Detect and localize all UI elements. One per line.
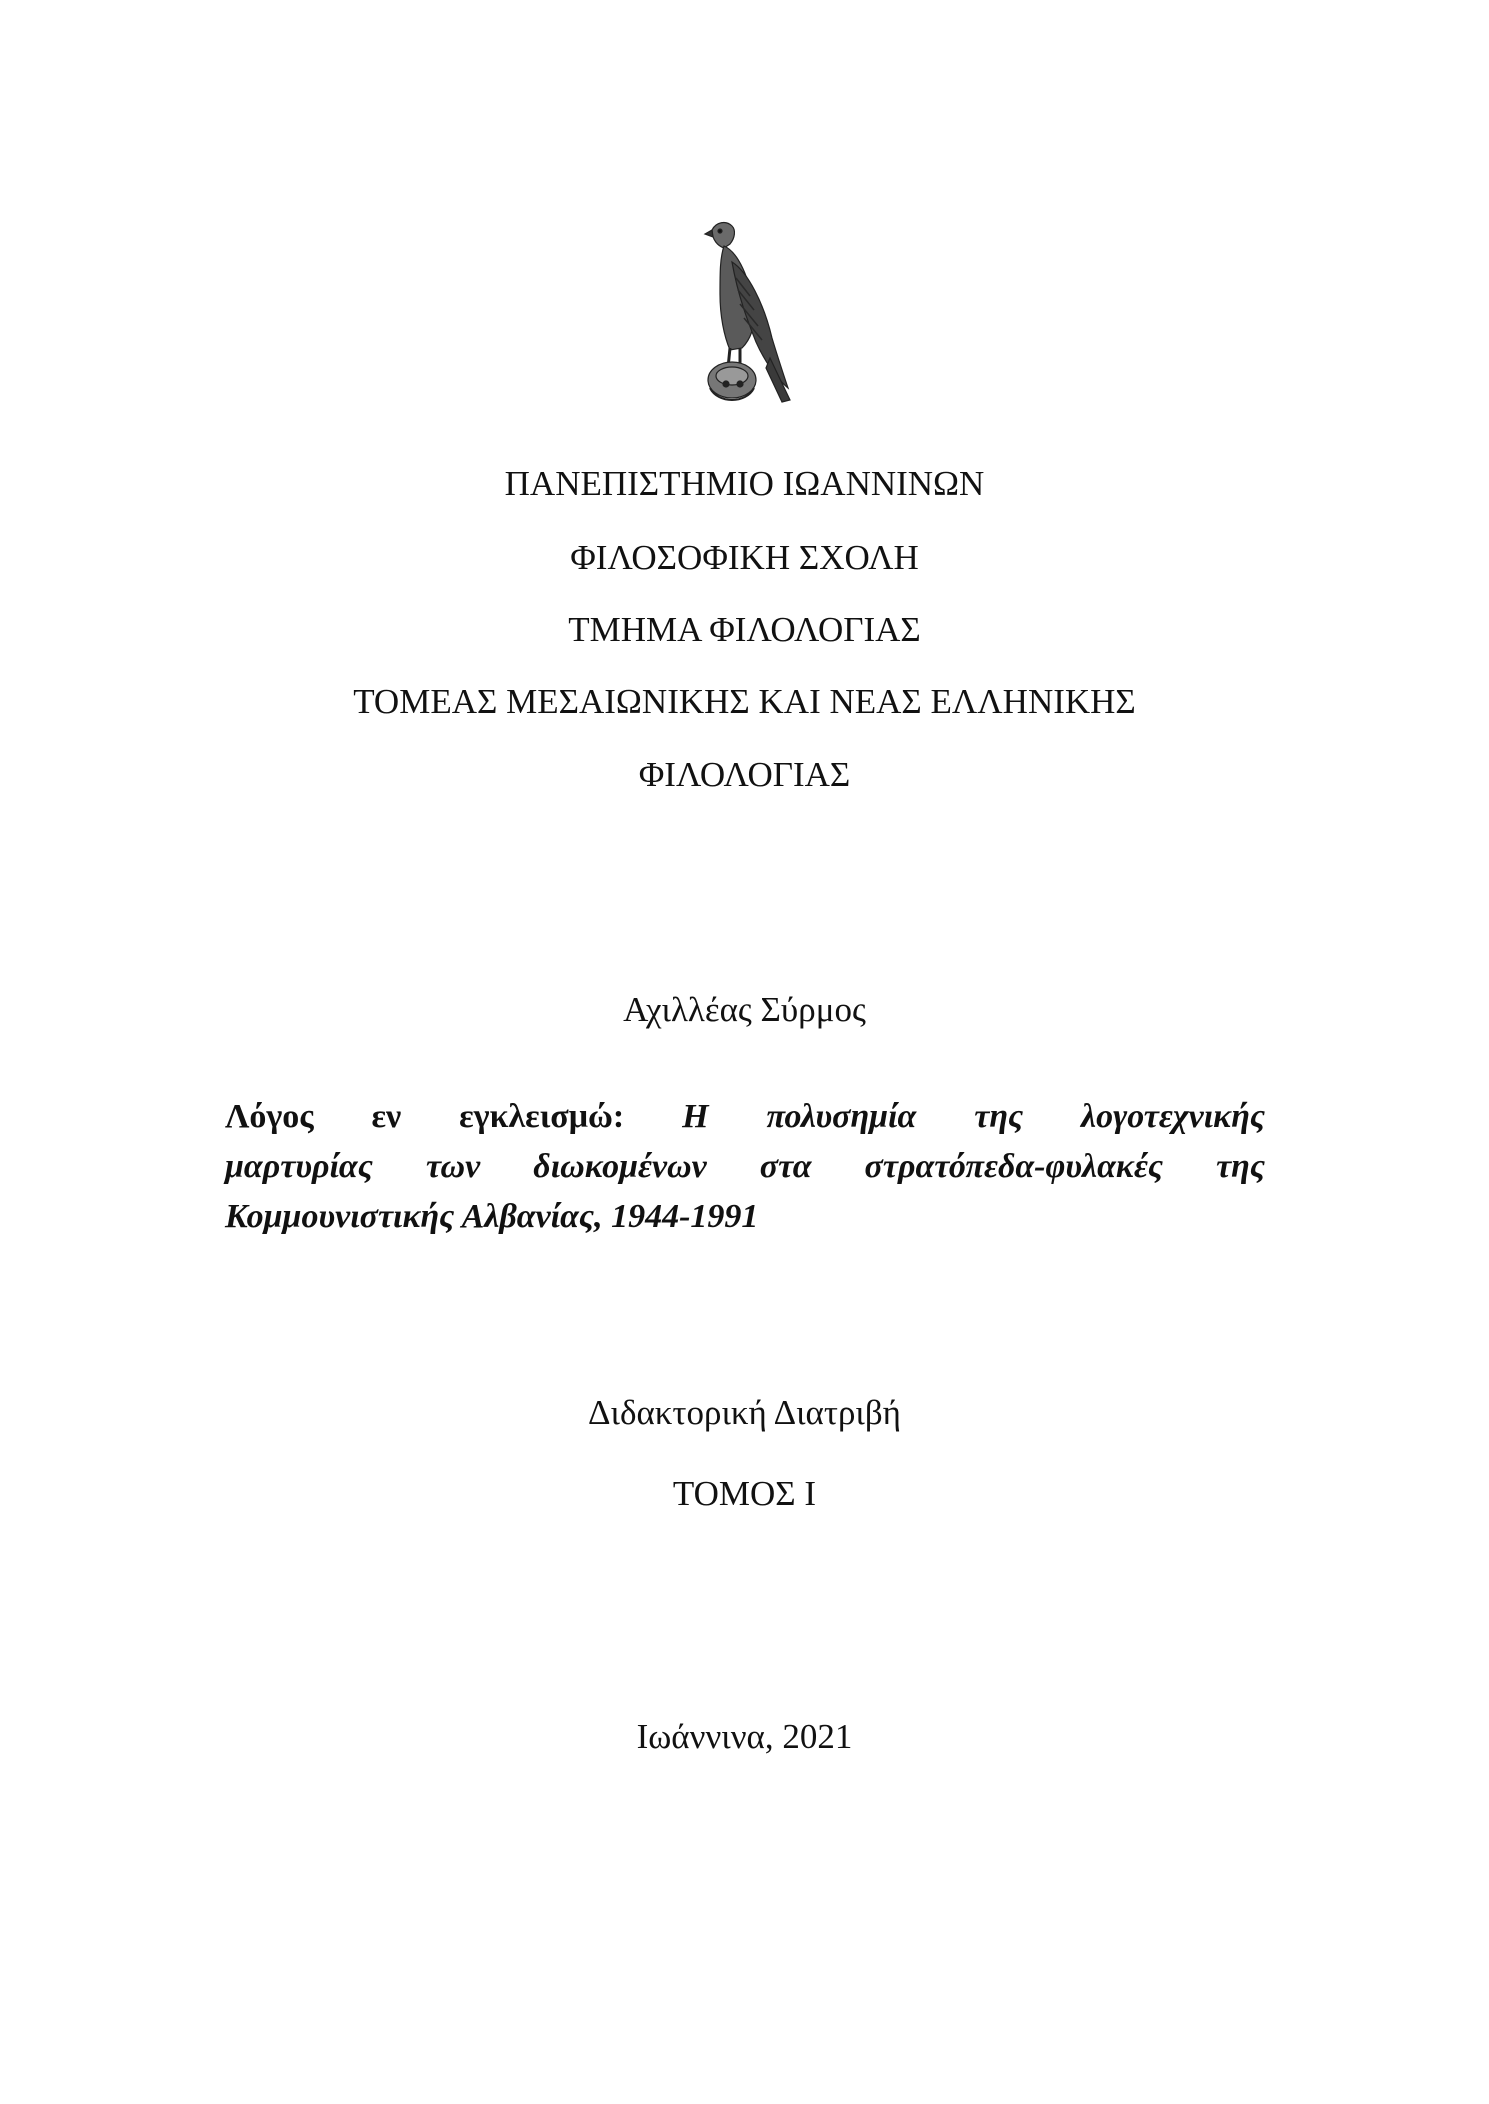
department-name: ΤΜΗΜΑ ΦΙΛΟΛΟΓΙΑΣ [568,610,921,649]
thesis-title-line1 [225,1092,1265,1142]
thesis-title-lead: Λόγος εν εγκλεισμώ: [225,1098,625,1135]
school-name: ΦΙΛΟΣΟΦΙΚΗ ΣΧΟΛΗ [570,538,919,577]
thesis-title-line1-rest: Η πολυσημία της λογοτεχνικής [682,1098,1266,1135]
thesis-title-line3: Κομμουνιστικής Αλβανίας, 1944-1991 [225,1198,759,1235]
section-name-line1: ΤΟΜΕΑΣ ΜΕΣΑΙΩΝΙΚΗΣ ΚΑΙ ΝΕΑΣ ΕΛΛΗΝΙΚΗΣ [353,682,1136,721]
thesis-title [225,1092,1265,1242]
volume-label: ΤΟΜΟΣ Ι [672,1474,817,1513]
university-name: ΠΑΝΕΠΙΣΤΗΜΙΟ ΙΩΑΝΝΙΝΩΝ [504,464,985,503]
author-name: Αχιλλέας Σύρμος [623,990,866,1029]
place-and-date: Ιωάννινα, 2021 [636,1717,853,1756]
section-name-line2: ΦΙΛΟΛΟΓΙΑΣ [638,755,851,794]
document-type: Διδακτορική Διατριβή [588,1393,901,1432]
falcon-owl-emblem-icon [690,218,800,413]
thesis-title-line2: μαρτυρίας των διωκομένων στα στρατόπεδα-φυλακές της [225,1148,1265,1185]
